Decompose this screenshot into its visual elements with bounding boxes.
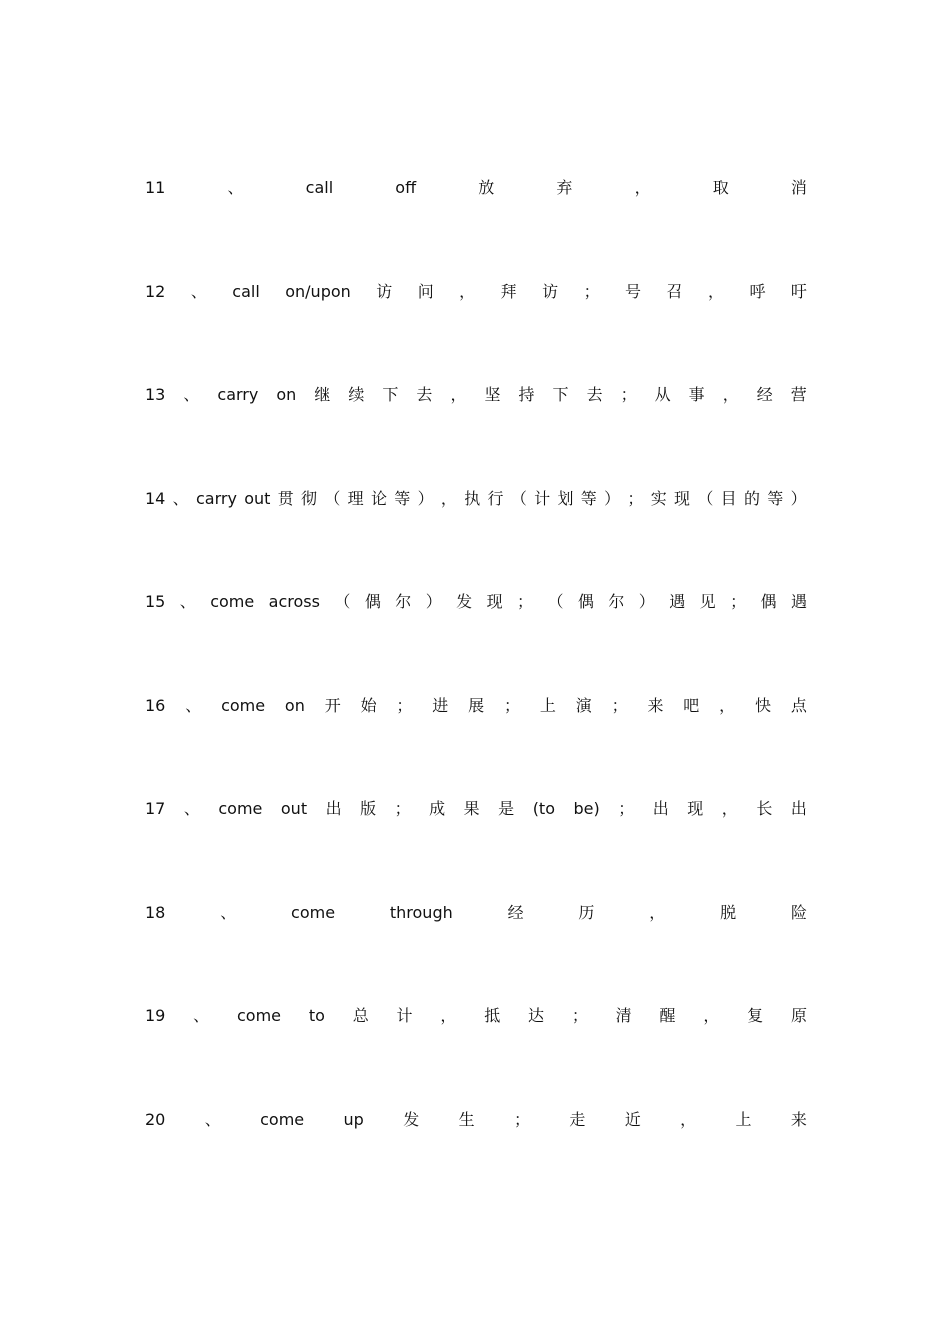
vocab-entry xyxy=(145,1107,807,1133)
meaning-char: （ xyxy=(547,592,564,611)
meaning-char: 现 xyxy=(674,488,691,508)
meaning-char: ； xyxy=(513,1109,530,1129)
meaning-char: 的 xyxy=(743,488,760,508)
phrase-word: out xyxy=(244,488,271,508)
phrase-word: call xyxy=(305,178,334,197)
meaning-char: ； xyxy=(394,799,411,818)
meaning-char: 吁 xyxy=(790,281,807,301)
meaning-char: 理 xyxy=(347,488,364,508)
entry-separator: 、 xyxy=(185,695,202,715)
phrase-word: come xyxy=(260,1109,305,1129)
meaning-char: ， xyxy=(719,695,736,715)
meaning-char: 消 xyxy=(790,178,807,197)
meaning-char: 达 xyxy=(528,1006,545,1025)
meaning-char: ； xyxy=(620,385,637,404)
meaning-char: 见 xyxy=(699,592,716,611)
meaning-char: ， xyxy=(459,281,476,301)
vocab-entry xyxy=(145,279,807,305)
meaning-char: （ xyxy=(324,488,341,508)
entry-number: 17 xyxy=(145,799,166,818)
meaning-char: 点 xyxy=(790,695,807,715)
phrase-word: come xyxy=(291,902,336,922)
meaning-char: ； xyxy=(517,592,534,611)
meaning-char: 计 xyxy=(396,1006,413,1025)
meaning-char: ， xyxy=(707,281,724,301)
entry-separator: 、 xyxy=(179,592,196,611)
meaning-char: 脱 xyxy=(720,902,737,922)
meaning-char: 是 xyxy=(498,799,515,818)
entry-number: 19 xyxy=(145,1006,166,1025)
meaning-char: 清 xyxy=(615,1006,632,1025)
meaning-char: ； xyxy=(730,592,747,611)
meaning-char: 展 xyxy=(468,695,485,715)
phrase-word: on xyxy=(284,695,305,715)
entry-separator: 、 xyxy=(220,902,237,922)
phrase-word: come xyxy=(210,592,255,611)
phrase-word: up xyxy=(343,1109,364,1129)
meaning-char: 放 xyxy=(478,178,495,197)
meaning-char: ） xyxy=(425,592,442,611)
meaning-char: 弃 xyxy=(556,178,573,197)
meaning-char: 遇 xyxy=(669,592,686,611)
meaning-char: 上 xyxy=(735,1109,752,1129)
vocab-entry xyxy=(145,486,807,512)
meaning-char: 等 xyxy=(767,488,784,508)
phrase-word: on xyxy=(276,385,297,404)
meaning-char: 走 xyxy=(569,1109,586,1129)
meaning-char: ； xyxy=(611,695,628,715)
meaning-char: 原 xyxy=(790,1006,807,1025)
meaning-char: 来 xyxy=(790,1109,807,1129)
meaning-char: 抵 xyxy=(484,1006,501,1025)
meaning-char: 贯 xyxy=(277,488,294,508)
meaning-char: 偶 xyxy=(760,592,777,611)
meaning-char: 历 xyxy=(578,902,595,922)
entry-separator: 、 xyxy=(193,1006,210,1025)
meaning-char: 长 xyxy=(756,799,773,818)
meaning-char: ） xyxy=(417,488,434,508)
meaning-char: 坚 xyxy=(484,385,501,404)
meaning-char: 号 xyxy=(625,281,642,301)
meaning-char: 生 xyxy=(458,1109,475,1129)
meaning-char: 现 xyxy=(687,799,704,818)
vocab-entry xyxy=(145,382,807,408)
meaning-char: 继 xyxy=(314,385,331,404)
meaning-char: ） xyxy=(790,488,807,508)
meaning-char: ， xyxy=(721,799,738,818)
phrase-word: on/upon xyxy=(285,281,351,301)
meaning-char: （ xyxy=(697,488,714,508)
meaning-char: 复 xyxy=(747,1006,764,1025)
meaning-char: ） xyxy=(638,592,655,611)
meaning-char: 经 xyxy=(756,385,773,404)
meaning-char: 经 xyxy=(507,902,524,922)
meaning-char: 持 xyxy=(518,385,535,404)
vocab-entry xyxy=(145,589,807,615)
meaning-char: 目 xyxy=(720,488,737,508)
meaning-char: 去 xyxy=(586,385,603,404)
meaning-char: 尔 xyxy=(608,592,625,611)
meaning-char: 执 xyxy=(464,488,481,508)
meaning-char: 去 xyxy=(416,385,433,404)
meaning-char: 发 xyxy=(456,592,473,611)
entry-separator: 、 xyxy=(227,178,244,197)
meaning-char: 演 xyxy=(575,695,592,715)
meaning-char: 彻 xyxy=(301,488,318,508)
meaning-char: be) xyxy=(573,799,600,818)
meaning-char: 行 xyxy=(487,488,504,508)
entry-number: 20 xyxy=(145,1109,166,1129)
vocab-entry xyxy=(145,796,807,822)
meaning-char: （ xyxy=(334,592,351,611)
vocab-entry xyxy=(145,900,807,926)
meaning-char: 取 xyxy=(712,178,729,197)
phrase-word: carry xyxy=(217,385,259,404)
meaning-char: 近 xyxy=(624,1109,641,1129)
entry-number: 14 xyxy=(145,488,166,508)
phrase-word: off xyxy=(395,178,417,197)
meaning-char: 吧 xyxy=(683,695,700,715)
meaning-char: 论 xyxy=(370,488,387,508)
meaning-char: 访 xyxy=(376,281,393,301)
meaning-char: ， xyxy=(722,385,739,404)
meaning-char: 来 xyxy=(647,695,664,715)
meaning-char: 果 xyxy=(463,799,480,818)
meaning-char: 从 xyxy=(654,385,671,404)
meaning-char: 实 xyxy=(650,488,667,508)
meaning-char: ； xyxy=(504,695,521,715)
vocab-entry xyxy=(145,175,807,201)
meaning-char: ， xyxy=(450,385,467,404)
meaning-char: 出 xyxy=(790,799,807,818)
meaning-char: （ xyxy=(510,488,527,508)
phrase-word: come xyxy=(221,695,266,715)
meaning-char: 下 xyxy=(552,385,569,404)
phrase-word: carry xyxy=(195,488,237,508)
meaning-char: ； xyxy=(571,1006,588,1025)
entry-number: 15 xyxy=(145,592,166,611)
entry-separator: 、 xyxy=(172,488,189,508)
meaning-char: 总 xyxy=(352,1006,369,1025)
vocab-entry xyxy=(145,1003,807,1029)
phrase-word: to xyxy=(308,1006,325,1025)
meaning-char: 等 xyxy=(580,488,597,508)
entry-number: 12 xyxy=(145,281,166,301)
meaning-char: 上 xyxy=(539,695,556,715)
meaning-char: 问 xyxy=(417,281,434,301)
meaning-char: 下 xyxy=(382,385,399,404)
meaning-char: 出 xyxy=(325,799,342,818)
meaning-char: 快 xyxy=(755,695,772,715)
meaning-char: 现 xyxy=(486,592,503,611)
meaning-char: 发 xyxy=(403,1109,420,1129)
meaning-char: 呼 xyxy=(749,281,766,301)
meaning-char: 始 xyxy=(360,695,377,715)
entry-separator: 、 xyxy=(183,799,200,818)
meaning-char: 营 xyxy=(790,385,807,404)
meaning-char: 事 xyxy=(688,385,705,404)
meaning-char: ， xyxy=(703,1006,720,1025)
meaning-char: ， xyxy=(440,488,457,508)
entry-number: 16 xyxy=(145,695,166,715)
meaning-char: 拜 xyxy=(500,281,517,301)
meaning-char: 召 xyxy=(666,281,683,301)
entry-number: 11 xyxy=(145,178,166,197)
meaning-char: 计 xyxy=(534,488,551,508)
meaning-char: 偶 xyxy=(364,592,381,611)
meaning-char: 险 xyxy=(790,902,807,922)
phrase-word: out xyxy=(280,799,308,818)
meaning-char: ， xyxy=(634,178,651,197)
vocab-entry xyxy=(145,693,807,719)
meaning-char: 尔 xyxy=(395,592,412,611)
meaning-char: 版 xyxy=(360,799,377,818)
meaning-char: ； xyxy=(618,799,635,818)
meaning-char: 偶 xyxy=(577,592,594,611)
entry-number: 18 xyxy=(145,902,166,922)
phrase-word: call xyxy=(232,281,260,301)
meaning-char: ， xyxy=(440,1006,457,1025)
meaning-char: ； xyxy=(583,281,600,301)
meaning-char: 开 xyxy=(324,695,341,715)
phrase-word: come xyxy=(218,799,263,818)
meaning-char: ； xyxy=(627,488,644,508)
meaning-char: 访 xyxy=(542,281,559,301)
meaning-char: 划 xyxy=(557,488,574,508)
meaning-char: ， xyxy=(649,902,666,922)
meaning-char: 续 xyxy=(348,385,365,404)
phrase-word: through xyxy=(389,902,453,922)
meaning-char: ， xyxy=(680,1109,697,1129)
entry-separator: 、 xyxy=(183,385,200,404)
meaning-char: 醒 xyxy=(659,1006,676,1025)
meaning-char: 进 xyxy=(432,695,449,715)
phrase-word: come xyxy=(237,1006,282,1025)
meaning-char: 等 xyxy=(394,488,411,508)
entry-number: 13 xyxy=(145,385,166,404)
meaning-char: ） xyxy=(604,488,621,508)
phrase-word: across xyxy=(268,592,320,611)
meaning-char: (to xyxy=(532,799,555,818)
entry-separator: 、 xyxy=(190,281,207,301)
meaning-char: 成 xyxy=(429,799,446,818)
meaning-char: 出 xyxy=(652,799,669,818)
meaning-char: ； xyxy=(396,695,413,715)
entry-separator: 、 xyxy=(204,1109,221,1129)
meaning-char: 遇 xyxy=(790,592,807,611)
